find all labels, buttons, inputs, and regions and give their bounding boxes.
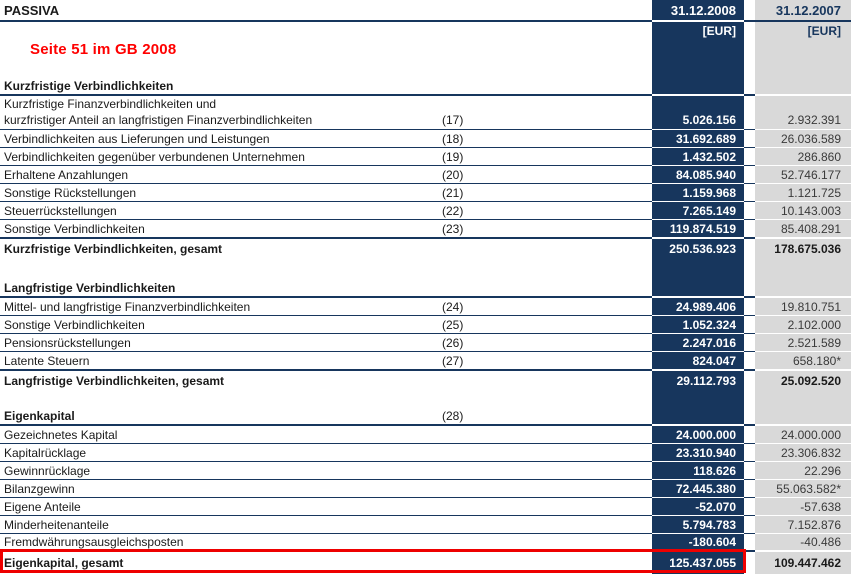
note-reference: (23) xyxy=(442,220,652,239)
note-reference: (19) xyxy=(442,148,652,166)
value-2008: 31.692.689 xyxy=(652,130,744,148)
row-label: Pensionsrückstellungen xyxy=(0,334,442,352)
value-2008: 72.445.380 xyxy=(652,480,744,498)
value-2008: 84.085.940 xyxy=(652,166,744,184)
value-2007: 55.063.582* xyxy=(755,480,851,498)
total-label: Kurzfristige Verbindlichkeiten, gesamt xyxy=(4,242,223,256)
table-row xyxy=(0,462,851,480)
value-2008: 23.310.940 xyxy=(652,444,744,462)
value-2007: 658.180* xyxy=(755,352,851,371)
value-2007: 7.152.876 xyxy=(755,516,851,534)
total-row-highlighted xyxy=(0,552,851,574)
value-2007: 85.408.291 xyxy=(755,220,851,239)
spacer-row xyxy=(0,259,851,279)
value-column-2008 xyxy=(652,40,744,58)
note-reference: (21) xyxy=(442,184,652,202)
value-2008: 24.989.406 xyxy=(652,298,744,316)
value-2007: 2.521.589 xyxy=(755,334,851,352)
total-row xyxy=(0,239,851,259)
value-2007: 2.102.000 xyxy=(755,316,851,334)
table-row xyxy=(0,298,851,316)
total-value-2008: 125.437.055 xyxy=(652,552,744,574)
value-2008: 119.874.519 xyxy=(652,220,744,239)
note-reference: (20) xyxy=(442,166,652,184)
note-reference: (17) xyxy=(442,96,652,130)
value-2008: 1.432.502 xyxy=(652,148,744,166)
value-2007: 1.121.725 xyxy=(755,184,851,202)
value-2008: 1.052.324 xyxy=(652,316,744,334)
row-label: Latente Steuern xyxy=(0,352,442,371)
note-reference: (26) xyxy=(442,334,652,352)
table-row xyxy=(0,96,851,130)
row-label: Sonstige Verbindlichkeiten xyxy=(0,316,442,334)
column-gutter xyxy=(744,40,755,58)
column-gutter xyxy=(744,22,755,40)
table-row xyxy=(0,516,851,534)
value-2008: 5.026.156 xyxy=(652,96,744,130)
column-header-2007: 31.12.2007 xyxy=(755,0,851,22)
row-label: Gewinnrücklage xyxy=(0,462,442,480)
spacer-row xyxy=(0,391,851,407)
value-2007: 22.296 xyxy=(755,462,851,480)
table-row xyxy=(0,480,851,498)
note-reference: (28) xyxy=(442,407,652,426)
column-header-2008: 31.12.2008 xyxy=(652,0,744,22)
table-row xyxy=(0,334,851,352)
total-value-2007: 109.447.462 xyxy=(755,552,851,574)
row-label: Sonstige Verbindlichkeiten xyxy=(0,220,442,239)
row-label: Fremdwährungsausgleichsposten xyxy=(0,534,442,552)
row-label: Eigene Anteile xyxy=(0,498,442,516)
note-column-header xyxy=(442,0,652,22)
note-reference: (18) xyxy=(442,130,652,148)
row-label: Gezeichnetes Kapital xyxy=(0,426,442,444)
value-2008: 824.047 xyxy=(652,352,744,371)
value-2008: 5.794.783 xyxy=(652,516,744,534)
row-label: Verbindlichkeiten aus Lieferungen und Leistungen xyxy=(0,130,442,148)
row-label: Steuerrückstellungen xyxy=(0,202,442,220)
row-label: Mittel- und langfristige Finanzverbindlichkeiten xyxy=(0,298,442,316)
column-gutter xyxy=(744,0,755,22)
table-row xyxy=(0,148,851,166)
total-value-2008: 29.112.793 xyxy=(652,371,744,391)
table-row xyxy=(0,534,851,552)
table-row xyxy=(0,202,851,220)
value-2007: 24.000.000 xyxy=(755,426,851,444)
note-reference: (22) xyxy=(442,202,652,220)
row-label: Erhaltene Anzahlungen xyxy=(0,166,442,184)
row-label: Verbindlichkeiten gegenüber verbundenen Unternehmen xyxy=(0,148,442,166)
section-heading xyxy=(0,407,851,426)
row-label: Minderheitenanteile xyxy=(0,516,442,534)
spacer-row xyxy=(0,58,851,77)
table-row xyxy=(0,352,851,371)
value-2007: 19.810.751 xyxy=(755,298,851,316)
total-row xyxy=(0,371,851,391)
table-row xyxy=(0,130,851,148)
table-row xyxy=(0,166,851,184)
table-header-row xyxy=(0,0,851,22)
row-label: Kapitalrücklage xyxy=(0,444,442,462)
value-2007: 10.143.003 xyxy=(755,202,851,220)
row-label-line1: Kurzfristige Finanzverbindlichkeiten und xyxy=(4,97,217,111)
note-reference: (25) xyxy=(442,316,652,334)
table-row xyxy=(0,184,851,202)
row-label: Bilanzgewinn xyxy=(0,480,442,498)
value-2007: 26.036.589 xyxy=(755,130,851,148)
total-label: Eigenkapital, gesamt xyxy=(4,556,124,570)
total-value-2007: 178.675.036 xyxy=(755,239,851,259)
total-value-2007: 25.092.520 xyxy=(755,371,851,391)
value-2008: 118.626 xyxy=(652,462,744,480)
note-reference: (27) xyxy=(442,352,652,371)
table-row xyxy=(0,316,851,334)
row-label: Sonstige Rückstellungen xyxy=(0,184,442,202)
section-heading-label: Langfristige Verbindlichkeiten xyxy=(0,279,442,298)
unit-row xyxy=(0,22,851,40)
table-row xyxy=(0,498,851,516)
value-column-2007 xyxy=(755,40,851,58)
unit-2007: [EUR] xyxy=(755,22,851,40)
total-value-2008: 250.536.923 xyxy=(652,239,744,259)
value-2008: 1.159.968 xyxy=(652,184,744,202)
value-2007: 2.932.391 xyxy=(755,96,851,130)
page-reference-annotation: Seite 51 im GB 2008 xyxy=(30,40,177,58)
table-row xyxy=(0,444,851,462)
section-heading xyxy=(0,279,851,298)
value-2008: 2.247.016 xyxy=(652,334,744,352)
value-2007: -40.486 xyxy=(755,534,851,552)
section-heading xyxy=(0,77,851,96)
total-label: Langfristige Verbindlichkeiten, gesamt xyxy=(4,374,225,388)
annotation-row xyxy=(0,40,851,58)
section-heading-label: Eigenkapital xyxy=(0,407,442,426)
value-2007: -57.638 xyxy=(755,498,851,516)
table-row xyxy=(0,426,851,444)
section-heading-label: Kurzfristige Verbindlichkeiten xyxy=(0,77,442,96)
page-title: PASSIVA xyxy=(0,0,442,22)
value-2007: 52.746.177 xyxy=(755,166,851,184)
value-2007: 286.860 xyxy=(755,148,851,166)
value-2008: 24.000.000 xyxy=(652,426,744,444)
value-2008: -180.604 xyxy=(652,534,744,552)
value-2007: 23.306.832 xyxy=(755,444,851,462)
note-reference: (24) xyxy=(442,298,652,316)
value-2008: 7.265.149 xyxy=(652,202,744,220)
row-label-line2: kurzfristiger Anteil an langfristigen Finanzverbindlichkeiten xyxy=(4,113,313,127)
unit-2008: [EUR] xyxy=(652,22,744,40)
table-row xyxy=(0,220,851,239)
value-2008: -52.070 xyxy=(652,498,744,516)
